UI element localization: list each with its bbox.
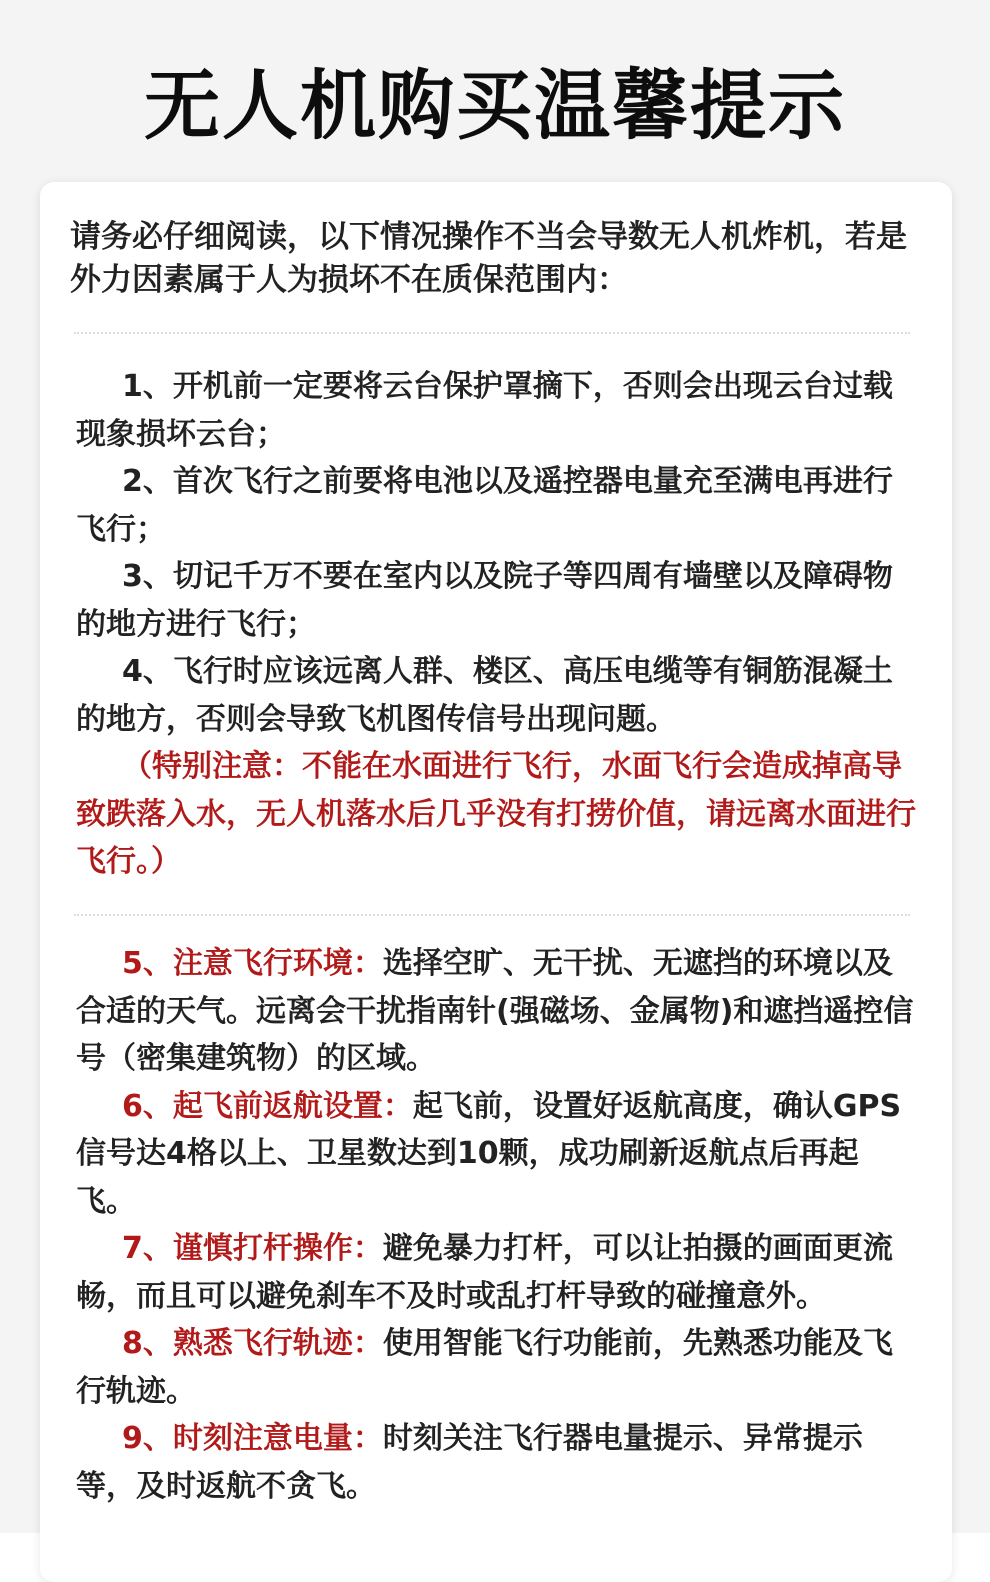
- tip-item-9: [76, 1415, 916, 1510]
- tip-heading: 6、起飞前返航设置：: [122, 1088, 413, 1124]
- page-title: 无人机购买温馨提示: [144, 61, 846, 150]
- notice-card: [40, 182, 952, 1582]
- tip-text: 使用智能飞行功能前，先熟悉功能及飞行轨迹。: [76, 1326, 893, 1409]
- warning-item-3: 3、切记千万不要在室内以及院子等四周有墙壁以及障碍物的地方进行飞行；: [76, 559, 893, 642]
- tip-heading: 5、注意飞行环境：: [122, 946, 383, 981]
- special-note: （特别注意：不能在水面进行飞行，水面飞行会造成掉高导致跌落入水，无人机落水后几乎没有打捞价值，请远离水面进行飞行。）: [76, 749, 916, 879]
- tip-heading: 7、谨慎打杆操作：: [122, 1231, 383, 1266]
- tip-item-5: [76, 940, 916, 1083]
- tip-text: 时刻关注飞行器电量提示、异常提示等，及时返航不贪飞。: [76, 1421, 863, 1504]
- tip-item-6: [76, 1083, 916, 1226]
- tip-item-7: [76, 1225, 916, 1320]
- tip-heading: 8、熟悉飞行轨迹：: [122, 1326, 383, 1361]
- tip-text: 避免暴力打杆，可以让拍摄的画面更流畅，而且可以避免刹车不及时或乱打杆导致的碰撞意外。: [76, 1231, 893, 1314]
- warning-item-2: 2、首次飞行之前要将电池以及遥控器电量充至满电再进行飞行；: [76, 464, 893, 547]
- warnings-section: [76, 363, 916, 886]
- warning-item-4: 4、飞行时应该远离人群、楼区、高压电缆等有铜筋混凝土的地方，否则会导致飞机图传信号出现问题。: [76, 654, 893, 737]
- warning-item-1: 1、开机前一定要将云台保护罩摘下，否则会出现云台过载现象损坏云台；: [76, 369, 893, 452]
- tip-heading: 9、时刻注意电量：: [122, 1421, 383, 1456]
- tip-item-8: [76, 1320, 916, 1415]
- tip-text: 选择空旷、无干扰、无遮挡的环境以及合适的天气。远离会干扰指南针(强磁场、金属物)和遮挡遥控信号（密集建筑物）的区域。: [76, 946, 914, 1076]
- tip-text: 起飞前，设置好返航高度，确认GPS信号达4格以上、卫星数达到10颗，成功刷新返航点后再起飞。: [76, 1088, 902, 1219]
- intro-text: 请务必仔细阅读，以下情况操作不当会导数无人机炸机，若是外力因素属于人为损坏不在质保范围内：: [70, 219, 907, 298]
- divider: [74, 914, 910, 916]
- divider: [74, 332, 910, 334]
- tips-section: [76, 940, 916, 1510]
